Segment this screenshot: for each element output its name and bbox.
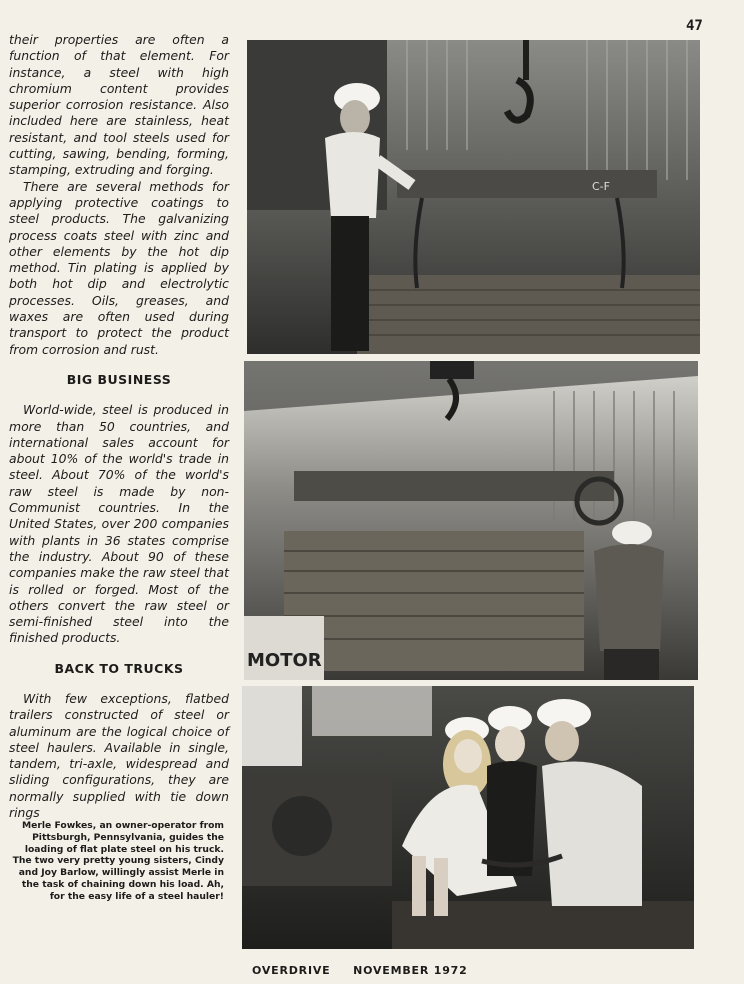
spreader-label: C-F [592, 180, 610, 193]
photo-caption: Merle Fowkes, an owner-operator from Pittsburgh, Pennsylvania, guides the loading of flat plate steel on his truck. The two very pretty young sisters, Cindy and Joy Barlow, willingly assist Merle in the task of chaining down his load. Ah, for the easy life of a steel hauler! [12, 820, 224, 902]
photo-crane-loading [247, 40, 700, 354]
article-paragraph: There are several methods for applying protective coatings to steel products. The galvanizing process coats steel with zinc and other elements by the hot dip method. Tin plating is applied by both hot dip and electrolytic processes. Oils, greases, and waxes are often used during transport to protect the product from corrosion and rust. [9, 178, 229, 357]
article-column [9, 32, 229, 821]
page-number: 47 [686, 18, 703, 34]
section-heading: BIG BUSINESS [66, 371, 172, 387]
photo-plate-stack [244, 361, 698, 680]
photo-chaining-load [242, 686, 694, 949]
article-paragraph: their properties are often a function of that element. For instance, a steel with high chromium content provides superior corrosion resistance. Also included here are stainless, heat resistant, and tool steels used for cutting, sawing, bending, forming, stamping, extruding and forging. [9, 32, 229, 178]
issue-date: NOVEMBER 1972 [353, 964, 468, 977]
forklift-label: MOTOR [247, 650, 322, 671]
section-heading: BACK TO TRUCKS [54, 660, 184, 676]
article-paragraph: World-wide, steel is produced in more than 50 countries, and international sales account for about 10% of the world's trade in steel. About 70% of the world's raw steel is made by non-Communist countries. In the United States, over 200 companies with plants in 36 states comprise the industry. About 90 of these companies make the raw steel that is rolled or forged. Most of the others convert the raw steel or semi-finished steel into the finished products. [9, 402, 229, 646]
publication-name: OVERDRIVE [252, 964, 331, 977]
article-paragraph: With few exceptions, flatbed trailers constructed of steel or aluminum are the logical choice of steel haulers. Available in single, tandem, tri-axle, widespread and sliding configurations, they are normally supplied with tie down rings [9, 690, 229, 821]
page-footer [252, 964, 486, 977]
